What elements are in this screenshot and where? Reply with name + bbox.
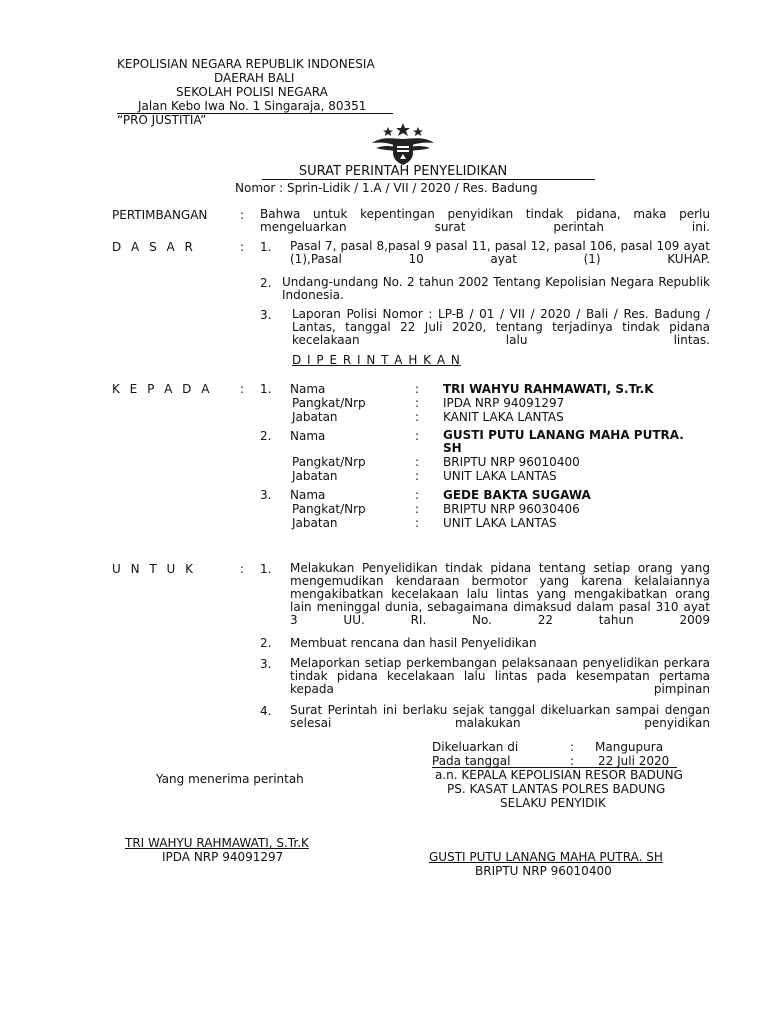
header-line-1: KEPOLISIAN NEGARA REPUBLIK INDONESIA xyxy=(117,57,375,71)
untuk-item-4-text: Surat Perintah ini berlaku sejak tanggal dikeluarkan sampai dengan selesai malakukan penyidikan xyxy=(290,703,710,730)
person-3-pangkat: BRIPTU NRP 96030406 xyxy=(443,502,580,516)
dasar-item-1-num: 1. xyxy=(260,240,272,254)
person-3-nama: GEDE BAKTA SUGAWA xyxy=(443,488,591,502)
issued-selaku: SELAKU PENYIDIK xyxy=(500,796,606,810)
receiver-nrp: IPDA NRP 94091297 xyxy=(162,850,284,864)
dasar-item-3-text: Laporan Polisi Nomor : LP-B / 01 / VII / 2020 / Bali / Res. Badung / Lantas, tanggal 22 Juli 2020, tentang terjadinya tindak pidana kecelakaan lalu lintas. xyxy=(292,307,710,347)
issued-ps: PS. KASAT LANTAS POLRES BADUNG xyxy=(447,782,666,796)
person-3-pangkat-sep: : xyxy=(415,502,420,516)
document-title: SURAT PERINTAH PENYELIDIKAN xyxy=(298,164,508,179)
header-line-2: DAERAH BALI xyxy=(214,71,295,85)
untuk-label: U N T U K xyxy=(112,562,196,576)
dasar-item-2-num: 2. xyxy=(260,276,272,290)
dasar-item-2-text: Undang-undang No. 2 tahun 2002 Tentang Kepolisian Negara Republik Indonesia. xyxy=(282,275,710,302)
pertimbangan-label: PERTIMBANGAN xyxy=(112,208,208,222)
person-2-nama-sep: : xyxy=(415,429,420,443)
untuk-item-1-num: 1. xyxy=(260,562,272,576)
signer-nrp: BRIPTU NRP 96010400 xyxy=(475,864,612,878)
person-2-num: 2. xyxy=(260,429,272,443)
dasar-item-1-text: Pasal 7, pasal 8,pasal 9 pasal 11, pasal 12, pasal 106, pasal 109 ayat (1),Pasal 10 ayat (1) KUHAP. xyxy=(290,239,710,266)
person-1-pangkat-label: Pangkat/Nrp xyxy=(292,396,366,410)
untuk-item-2-text: Membuat rencana dan hasil Penyelidikan xyxy=(290,636,537,650)
person-3-jabatan-label: Jabatan xyxy=(292,516,338,530)
person-1-pangkat-sep: : xyxy=(415,396,420,410)
person-3-nama-label: Nama xyxy=(290,488,326,502)
kepada-colon: : xyxy=(240,382,245,396)
diperintahkan-heading: D I P E R I N T A H K A N xyxy=(292,353,461,367)
dasar-colon: : xyxy=(240,240,245,254)
header-line-5: “PRO JUSTITIA” xyxy=(117,113,207,127)
person-1-nama-sep: : xyxy=(415,382,420,396)
document-number: Nomor : Sprin-Lidik / 1.A / VII / 2020 / Res. Badung xyxy=(235,181,538,195)
dikeluarkan-sep: : xyxy=(570,740,575,754)
dikeluarkan-value: Mangupura xyxy=(595,740,664,754)
tanggal-value: 22 Juli 2020 xyxy=(598,754,670,768)
person-2-jabatan-label: Jabatan xyxy=(292,469,338,483)
kepada-label: K E P A D A xyxy=(112,382,213,396)
untuk-item-2-num: 2. xyxy=(260,636,272,650)
header-line-4: Jalan Kebo Iwa No. 1 Singaraja, 80351 xyxy=(138,99,367,113)
dasar-item-3-num: 3. xyxy=(260,308,272,322)
person-2-pangkat-sep: : xyxy=(415,455,420,469)
person-3-nama-sep: : xyxy=(415,488,420,502)
person-1-jabatan-sep: : xyxy=(415,410,420,424)
receiver-name: TRI WAHYU RAHMAWATI, S.Tr.K xyxy=(125,836,309,850)
person-1-nama: TRI WAHYU RAHMAWATI, S.Tr.K xyxy=(443,382,654,396)
person-1-num: 1. xyxy=(260,382,272,396)
pertimbangan-colon: : xyxy=(240,208,245,222)
dasar-label: D A S A R xyxy=(112,240,196,254)
person-1-jabatan: KANIT LAKA LANTAS xyxy=(443,410,564,424)
untuk-item-3-text: Melaporkan setiap perkembangan pelaksanaan penyelidikan perkara tindak pidana kecelakaan lalu lintas pada kesempatan pertama kepada pimpinan xyxy=(290,656,710,696)
untuk-colon: : xyxy=(240,562,245,576)
signer-name: GUSTI PUTU LANANG MAHA PUTRA. SH xyxy=(429,850,663,864)
police-emblem-icon xyxy=(366,121,440,167)
person-2-nama-label: Nama xyxy=(290,429,326,443)
untuk-item-3-num: 3. xyxy=(260,657,272,671)
dikeluarkan-label: Dikeluarkan di xyxy=(432,740,519,754)
untuk-item-1-text: Melakukan Penyelidikan tindak pidana tentang setiap orang yang mengemudikan kendaraan bermotor yang karena kelalaiannya mengakibatkan kecelakaan lalu lintas yang mengakibatkan orang lain meninggal dunia, sebagaimana dimaksud dalam pasal 310 ayat 3 UU. RI. No. 22 tahun 2009 xyxy=(290,561,710,627)
receiver-label: Yang menerima perintah xyxy=(156,772,304,786)
untuk-item-4-num: 4. xyxy=(260,704,272,718)
person-1-pangkat: IPDA NRP 94091297 xyxy=(443,396,565,410)
person-3-num: 3. xyxy=(260,488,272,502)
person-2-pangkat: BRIPTU NRP 96010400 xyxy=(443,455,580,469)
person-2-nama: GUSTI PUTU LANANG MAHA PUTRA. SH xyxy=(443,428,684,455)
person-1-jabatan-label: Jabatan xyxy=(292,410,338,424)
issued-an: a.n. KEPALA KEPOLISIAN RESOR BADUNG xyxy=(435,768,683,782)
person-3-jabatan: UNIT LAKA LANTAS xyxy=(443,516,557,530)
header-line-3: SEKOLAH POLISI NEGARA xyxy=(176,85,328,99)
person-2-jabatan: UNIT LAKA LANTAS xyxy=(443,469,557,483)
person-3-pangkat-label: Pangkat/Nrp xyxy=(292,502,366,516)
title-underline xyxy=(262,179,595,180)
tanggal-sep: : xyxy=(570,754,575,768)
person-2-pangkat-label: Pangkat/Nrp xyxy=(292,455,366,469)
person-3-jabatan-sep: : xyxy=(415,516,420,530)
tanggal-label: Pada tanggal xyxy=(432,754,511,768)
pertimbangan-text: Bahwa untuk kepentingan penyidikan tindak pidana, maka perlu mengeluarkan surat perintah ini. xyxy=(260,207,710,234)
person-1-nama-label: Nama xyxy=(290,382,326,396)
person-2-jabatan-sep: : xyxy=(415,469,420,483)
